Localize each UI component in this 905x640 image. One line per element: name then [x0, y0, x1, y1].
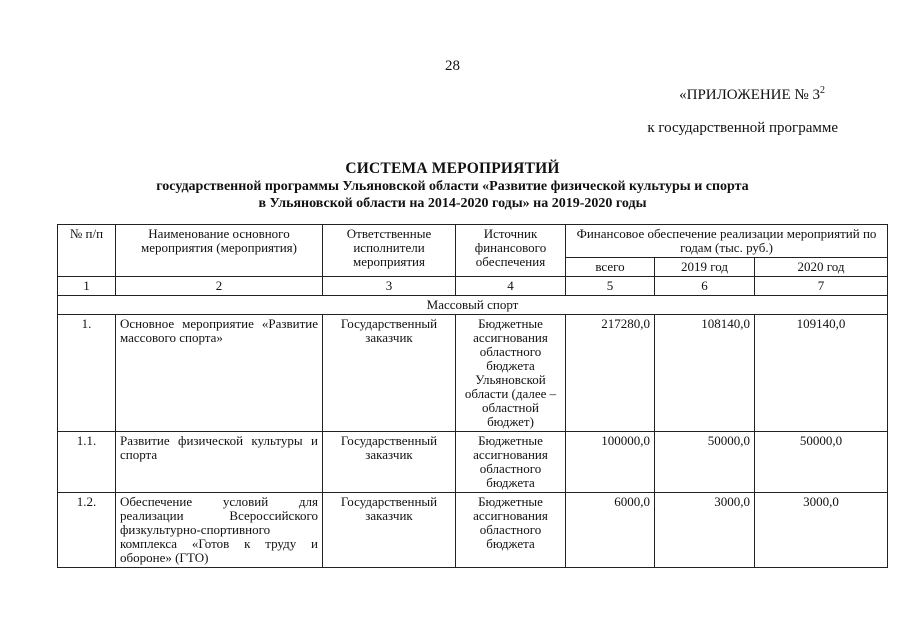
header-2020: 2020 год — [755, 258, 888, 277]
header-name: Наименование основного мероприятия (мероприятия) — [116, 225, 323, 277]
header-num: № п/п — [58, 225, 116, 277]
row-name: Обеспечение условий для реализации Всероссийского физкультурно-спортивного комплекса «Готов к труду и обороне» (ГТО) — [116, 493, 323, 568]
column-number-row — [58, 277, 888, 296]
header-source: Источник финансового обеспечения — [456, 225, 566, 277]
row-source: Бюджетные ассигнования областного бюджета — [456, 432, 566, 493]
row-2019: 50000,0 — [655, 432, 755, 493]
appendix-superscript: 2 — [820, 85, 825, 96]
header-responsible: Ответственные исполнители мероприятия — [323, 225, 456, 277]
column-number: 5 — [566, 277, 655, 296]
row-total: 6000,0 — [566, 493, 655, 568]
column-number: 1 — [58, 277, 116, 296]
row-responsible: Государственный заказчик — [323, 493, 456, 568]
subtitle-line-1: государственной программы Ульяновской области «Развитие физической культуры и спорта — [156, 179, 749, 194]
row-num: 1.2. — [58, 493, 116, 568]
column-number: 3 — [323, 277, 456, 296]
row-num: 1. — [58, 315, 116, 432]
row-name: Развитие физической культуры и спорта — [116, 432, 323, 493]
row-2019: 3000,0 — [655, 493, 755, 568]
row-name: Основное мероприятие «Развитие массового спорта» — [116, 315, 323, 432]
row-2020: 3000,0 — [755, 493, 888, 568]
row-source: Бюджетные ассигнования областного бюджета Ульяновской области (далее – областной бюджет) — [456, 315, 566, 432]
row-total: 217280,0 — [566, 315, 655, 432]
table-row — [58, 493, 888, 568]
section-title: Массовый спорт — [58, 296, 888, 315]
appendix-text: «ПРИЛОЖЕНИЕ № 3 — [679, 87, 820, 103]
header-financing: Финансовое обеспечение реализации мероприятий по годам (тыс. руб.) — [566, 225, 888, 258]
header-row — [58, 225, 888, 258]
table-row — [58, 432, 888, 493]
section-row — [58, 296, 888, 315]
header-total: всего — [566, 258, 655, 277]
header-2019: 2019 год — [655, 258, 755, 277]
subtitle-line-2: в Ульяновской области на 2014-2020 годы» на 2019-2020 годы — [258, 196, 647, 211]
document-title: СИСТЕМА МЕРОПРИЯТИЙ — [345, 160, 560, 177]
row-total: 100000,0 — [566, 432, 655, 493]
appendix-subtitle: к государственной программе — [647, 120, 838, 136]
column-number: 2 — [116, 277, 323, 296]
column-number: 4 — [456, 277, 566, 296]
row-num: 1.1. — [58, 432, 116, 493]
page-number: 28 — [445, 58, 460, 74]
row-2020: 109140,0 — [755, 315, 888, 432]
row-responsible: Государственный заказчик — [323, 315, 456, 432]
document-subtitle — [0, 178, 905, 212]
table-row — [58, 315, 888, 432]
row-2019: 108140,0 — [655, 315, 755, 432]
row-source: Бюджетные ассигнования областного бюджета — [456, 493, 566, 568]
row-2020: 50000,0 — [755, 432, 888, 493]
column-number: 6 — [655, 277, 755, 296]
events-table — [57, 224, 888, 568]
appendix-label — [679, 85, 825, 104]
row-responsible: Государственный заказчик — [323, 432, 456, 493]
column-number: 7 — [755, 277, 888, 296]
